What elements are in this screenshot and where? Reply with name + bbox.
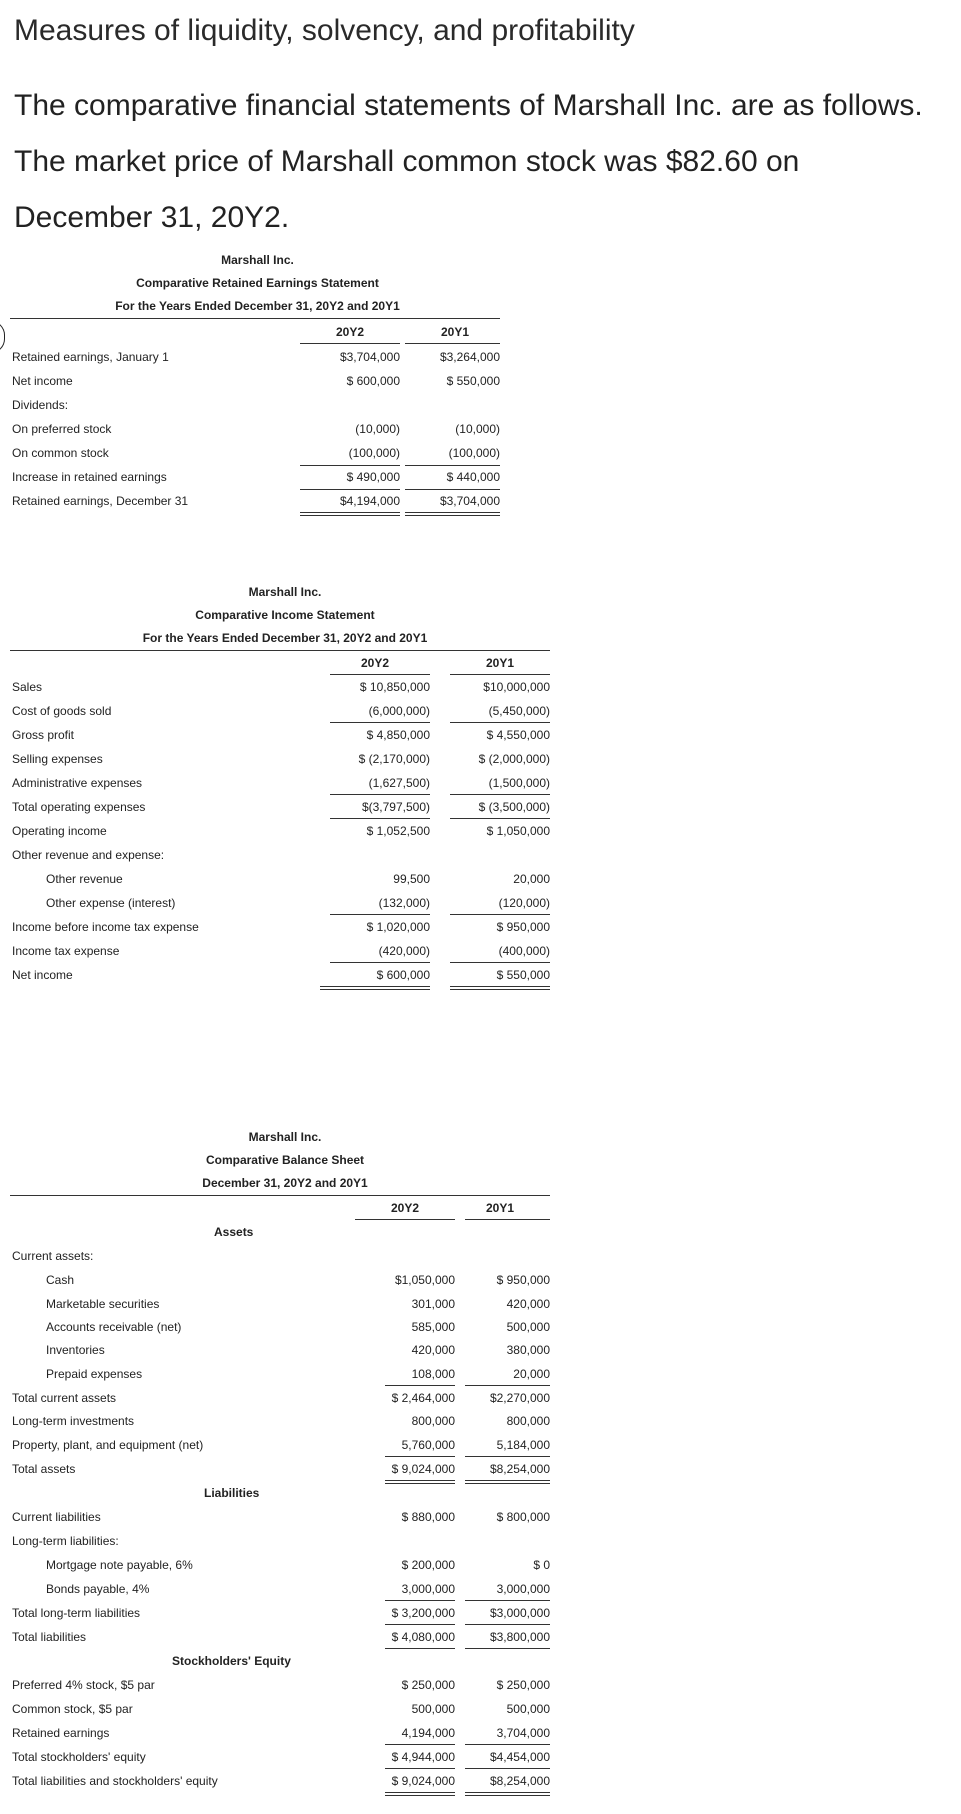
row-value-20y2: 4,194,000 bbox=[401, 1726, 455, 1740]
statement-company: Marshall Inc. bbox=[248, 585, 322, 599]
column-header-20y1: 20Y1 bbox=[485, 1201, 515, 1215]
row-label: Other expense (interest) bbox=[46, 896, 176, 910]
total-double-rule bbox=[465, 1792, 550, 1796]
row-label: Selling expenses bbox=[12, 752, 103, 766]
row-label: Bonds payable, 4% bbox=[46, 1582, 150, 1596]
subtotal-rule bbox=[330, 722, 430, 723]
total-double-rule bbox=[320, 986, 430, 990]
row-value-20y2: $(3,797,500) bbox=[361, 800, 430, 814]
bracket-mark bbox=[0, 321, 5, 353]
row-label: Inventories bbox=[46, 1343, 105, 1357]
row-label: Total current assets bbox=[12, 1391, 117, 1405]
column-rule bbox=[355, 1219, 455, 1220]
subtotal-rule bbox=[450, 722, 550, 723]
row-value-20y1: $ 550,000 bbox=[496, 968, 550, 982]
row-value-20y2: $ 4,850,000 bbox=[366, 728, 430, 742]
row-value-20y1: $ 0 bbox=[533, 1558, 550, 1572]
row-value-20y2: $ 2,464,000 bbox=[391, 1391, 455, 1405]
subtotal-rule bbox=[385, 1385, 455, 1386]
subtotal-rule bbox=[450, 794, 550, 795]
row-label: Long-term liabilities: bbox=[12, 1534, 119, 1548]
subtotal-rule bbox=[385, 1648, 455, 1649]
row-label: Total liabilities bbox=[12, 1630, 87, 1644]
row-value-20y1: $2,270,000 bbox=[489, 1391, 550, 1405]
subtotal-rule bbox=[465, 1744, 550, 1745]
row-label: Mortgage note payable, 6% bbox=[46, 1558, 193, 1572]
statement-period: December 31, 20Y2 and 20Y1 bbox=[202, 1176, 368, 1190]
subtotal-rule bbox=[300, 489, 400, 490]
row-value-20y2: $ 600,000 bbox=[376, 968, 430, 982]
row-value-20y2: $ 490,000 bbox=[346, 470, 400, 484]
row-label: Net income bbox=[12, 968, 73, 982]
row-value-20y1: $ (3,500,000) bbox=[478, 800, 550, 814]
row-label: On common stock bbox=[12, 446, 109, 460]
row-value-20y1: 500,000 bbox=[506, 1702, 550, 1716]
row-label: Total operating expenses bbox=[12, 800, 146, 814]
row-label: On preferred stock bbox=[12, 422, 112, 436]
total-double-rule bbox=[385, 1792, 455, 1796]
statement-period: For the Years Ended December 31, 20Y2 and 20Y1 bbox=[142, 631, 428, 645]
subtotal-rule bbox=[465, 1624, 550, 1625]
row-label: Total stockholders' equity bbox=[12, 1750, 146, 1764]
column-rule bbox=[405, 343, 500, 344]
row-label: Common stock, $5 par bbox=[12, 1702, 133, 1716]
row-value-20y1: 500,000 bbox=[506, 1320, 550, 1334]
subtotal-rule bbox=[330, 818, 430, 819]
row-value-20y1: $3,800,000 bbox=[489, 1630, 550, 1644]
subtotal-rule bbox=[450, 818, 550, 819]
row-value-20y2: 500,000 bbox=[411, 1702, 455, 1716]
row-value-20y2: $3,704,000 bbox=[339, 350, 400, 364]
row-value-20y1: (5,450,000) bbox=[488, 704, 550, 718]
row-value-20y2: $ 4,080,000 bbox=[391, 1630, 455, 1644]
row-label: Retained earnings, January 1 bbox=[12, 350, 169, 364]
row-value-20y2: 301,000 bbox=[411, 1297, 455, 1311]
row-value-20y2: 108,000 bbox=[411, 1367, 455, 1381]
row-value-20y1: (1,500,000) bbox=[488, 776, 550, 790]
row-value-20y2: $ 1,020,000 bbox=[366, 920, 430, 934]
header-rule bbox=[10, 1195, 550, 1196]
total-double-rule bbox=[300, 512, 400, 516]
row-value-20y1: 800,000 bbox=[506, 1414, 550, 1428]
row-value-20y2: $ (2,170,000) bbox=[358, 752, 430, 766]
row-label: Other revenue and expense: bbox=[12, 848, 165, 862]
row-value-20y2: 99,500 bbox=[393, 872, 430, 886]
row-label: Total assets bbox=[12, 1462, 76, 1476]
subtotal-rule bbox=[330, 794, 430, 795]
subtotal-rule bbox=[465, 1768, 550, 1769]
subtotal-rule bbox=[450, 914, 550, 915]
row-value-20y1: (400,000) bbox=[498, 944, 550, 958]
subtotal-rule bbox=[330, 962, 430, 963]
row-value-20y1: $8,254,000 bbox=[489, 1462, 550, 1476]
statement-name: Comparative Retained Earnings Statement bbox=[136, 276, 379, 290]
row-value-20y2: $ 10,850,000 bbox=[359, 680, 430, 694]
row-value-20y2: $ 3,200,000 bbox=[391, 1606, 455, 1620]
row-label: Total liabilities and stockholders' equity bbox=[12, 1774, 218, 1788]
subtotal-rule bbox=[405, 489, 500, 490]
subtotal-rule bbox=[385, 1456, 455, 1457]
row-label: Dividends: bbox=[12, 398, 69, 412]
total-double-rule bbox=[405, 512, 500, 516]
row-value-20y1: $3,264,000 bbox=[439, 350, 500, 364]
row-value-20y2: $ 4,944,000 bbox=[391, 1750, 455, 1764]
row-value-20y1: $ 250,000 bbox=[496, 1678, 550, 1692]
subtotal-rule bbox=[465, 1600, 550, 1601]
row-label: Retained earnings bbox=[12, 1726, 110, 1740]
row-value-20y1: $10,000,000 bbox=[483, 680, 550, 694]
row-value-20y1: $ 440,000 bbox=[446, 470, 500, 484]
row-value-20y1: $ 950,000 bbox=[496, 1273, 550, 1287]
column-rule bbox=[465, 1219, 550, 1220]
statement-period: For the Years Ended December 31, 20Y2 and 20Y1 bbox=[115, 299, 400, 313]
statement-company: Marshall Inc. bbox=[221, 253, 294, 267]
subtotal-rule bbox=[385, 1600, 455, 1601]
row-label: Administrative expenses bbox=[12, 776, 143, 790]
statement-name: Comparative Balance Sheet bbox=[205, 1153, 365, 1167]
row-value-20y1: 3,000,000 bbox=[496, 1582, 550, 1596]
row-value-20y1: 3,704,000 bbox=[496, 1726, 550, 1740]
section-heading-equity: Stockholders' Equity bbox=[172, 1654, 291, 1668]
row-value-20y2: $ 1,052,500 bbox=[366, 824, 430, 838]
column-header-20y2: 20Y2 bbox=[335, 325, 365, 339]
subtotal-rule bbox=[450, 962, 550, 963]
row-value-20y2: $ 200,000 bbox=[401, 1558, 455, 1572]
row-label: Net income bbox=[12, 374, 73, 388]
row-value-20y1: $3,000,000 bbox=[489, 1606, 550, 1620]
row-label: Sales bbox=[12, 680, 43, 694]
row-label: Preferred 4% stock, $5 par bbox=[12, 1678, 155, 1692]
row-value-20y1: $ 4,550,000 bbox=[486, 728, 550, 742]
row-label: Total long-term liabilities bbox=[12, 1606, 141, 1620]
row-value-20y1: 420,000 bbox=[506, 1297, 550, 1311]
row-value-20y1: $4,454,000 bbox=[489, 1750, 550, 1764]
total-double-rule bbox=[450, 986, 550, 990]
row-value-20y2: (100,000) bbox=[348, 446, 400, 460]
row-value-20y2: $1,050,000 bbox=[394, 1273, 455, 1287]
subtotal-rule bbox=[385, 1624, 455, 1625]
subtotal-rule bbox=[385, 1744, 455, 1745]
section-heading-liabilities: Liabilities bbox=[204, 1486, 260, 1500]
problem-intro: The comparative financial statements of Marshall Inc. are as follows. The market price of Marshall common stock was $82.60 on December 31, 20Y2. bbox=[14, 89, 923, 234]
row-value-20y1: $3,704,000 bbox=[439, 494, 500, 508]
column-header-20y2: 20Y2 bbox=[360, 656, 390, 670]
row-label: Long-term investments bbox=[12, 1414, 135, 1428]
row-label: Income tax expense bbox=[12, 944, 120, 958]
row-value-20y2: 5,760,000 bbox=[401, 1438, 455, 1452]
subtotal-rule bbox=[385, 1768, 455, 1769]
row-value-20y2: $ 9,024,000 bbox=[391, 1774, 455, 1788]
row-value-20y1: (10,000) bbox=[455, 422, 500, 436]
row-value-20y2: (1,627,500) bbox=[368, 776, 430, 790]
row-label: Cost of goods sold bbox=[12, 704, 112, 718]
row-value-20y1: 380,000 bbox=[506, 1343, 550, 1357]
subtotal-rule bbox=[330, 914, 430, 915]
row-value-20y1: 5,184,000 bbox=[496, 1438, 550, 1452]
row-label: Other revenue bbox=[46, 872, 123, 886]
statement-company: Marshall Inc. bbox=[248, 1130, 322, 1144]
column-rule bbox=[450, 674, 550, 675]
column-rule bbox=[330, 674, 430, 675]
subtotal-rule bbox=[465, 1385, 550, 1386]
column-header-20y1: 20Y1 bbox=[485, 656, 515, 670]
row-label: Accounts receivable (net) bbox=[46, 1320, 182, 1334]
row-label: Increase in retained earnings bbox=[12, 470, 167, 484]
column-rule bbox=[300, 343, 400, 344]
row-label: Current assets: bbox=[12, 1249, 94, 1263]
row-value-20y2: (6,000,000) bbox=[368, 704, 430, 718]
row-value-20y2: 420,000 bbox=[411, 1343, 455, 1357]
row-value-20y1: $ 1,050,000 bbox=[486, 824, 550, 838]
row-value-20y2: 800,000 bbox=[411, 1414, 455, 1428]
row-label: Retained earnings, December 31 bbox=[12, 494, 189, 508]
column-header-20y2: 20Y2 bbox=[390, 1201, 420, 1215]
row-label: Operating income bbox=[12, 824, 107, 838]
section-heading-assets: Assets bbox=[214, 1225, 254, 1239]
total-double-rule bbox=[385, 1480, 455, 1484]
row-label: Cash bbox=[46, 1273, 75, 1287]
subtotal-rule bbox=[300, 465, 400, 466]
row-value-20y2: $ 600,000 bbox=[346, 374, 400, 388]
subtotal-rule bbox=[465, 1456, 550, 1457]
row-label: Current liabilities bbox=[12, 1510, 101, 1524]
row-value-20y2: (420,000) bbox=[378, 944, 430, 958]
row-value-20y2: $ 250,000 bbox=[401, 1678, 455, 1692]
row-value-20y1: $ 550,000 bbox=[446, 374, 500, 388]
header-rule bbox=[10, 650, 550, 651]
statement-name: Comparative Income Statement bbox=[195, 608, 375, 622]
row-value-20y1: $ 800,000 bbox=[496, 1510, 550, 1524]
row-value-20y2: 585,000 bbox=[411, 1320, 455, 1334]
row-value-20y1: $8,254,000 bbox=[489, 1774, 550, 1788]
row-label: Property, plant, and equipment (net) bbox=[12, 1438, 204, 1452]
row-value-20y1: 20,000 bbox=[513, 1367, 550, 1381]
total-double-rule bbox=[465, 1480, 550, 1484]
row-value-20y2: (10,000) bbox=[355, 422, 400, 436]
row-value-20y2: $4,194,000 bbox=[339, 494, 400, 508]
row-label: Marketable securities bbox=[46, 1297, 160, 1311]
subtotal-rule bbox=[465, 1648, 550, 1649]
header-rule bbox=[10, 318, 500, 319]
row-value-20y1: 20,000 bbox=[513, 872, 550, 886]
row-value-20y1: (100,000) bbox=[448, 446, 500, 460]
row-value-20y2: 3,000,000 bbox=[401, 1582, 455, 1596]
row-value-20y1: (120,000) bbox=[498, 896, 550, 910]
row-value-20y1: $ 950,000 bbox=[496, 920, 550, 934]
row-label: Gross profit bbox=[12, 728, 75, 742]
column-header-20y1: 20Y1 bbox=[440, 325, 470, 339]
row-label: Prepaid expenses bbox=[46, 1367, 143, 1381]
row-label: Income before income tax expense bbox=[12, 920, 199, 934]
row-value-20y2: $ 9,024,000 bbox=[391, 1462, 455, 1476]
page-title: Measures of liquidity, solvency, and profitability bbox=[14, 14, 635, 47]
row-value-20y2: (132,000) bbox=[378, 896, 430, 910]
row-value-20y1: $ (2,000,000) bbox=[478, 752, 550, 766]
row-value-20y2: $ 880,000 bbox=[401, 1510, 455, 1524]
subtotal-rule bbox=[405, 465, 500, 466]
